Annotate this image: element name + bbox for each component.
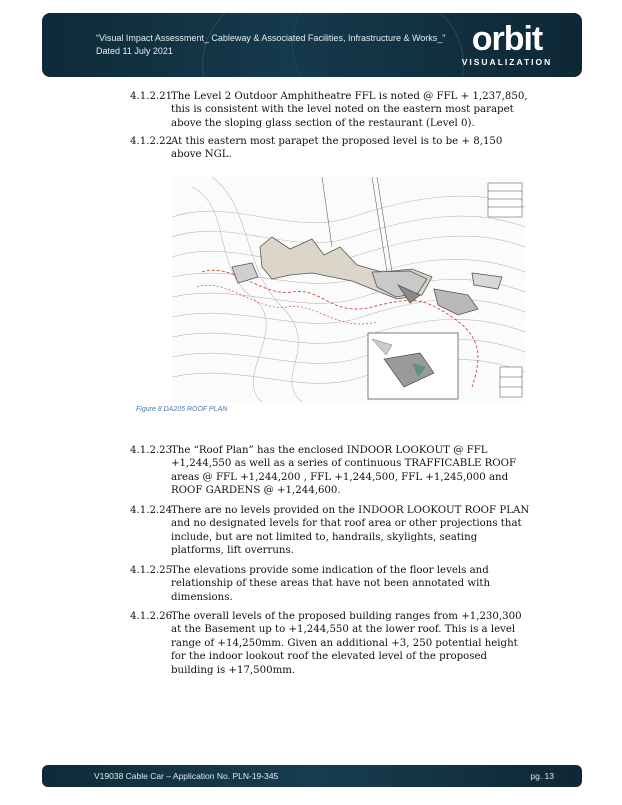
- paragraph: [130, 564, 530, 604]
- logo-subtitle: VISUALIZATION: [461, 57, 553, 67]
- paragraph: [130, 610, 530, 677]
- roof-plan-drawing: [172, 177, 525, 402]
- paragraph-number: 4.1.2.23: [130, 445, 173, 456]
- paragraph-number: 4.1.2.25: [130, 565, 173, 576]
- page-number: pg. 13: [530, 771, 554, 781]
- paragraph-number: 4.1.2.26: [130, 611, 173, 622]
- header-date: Dated 11 July 2021: [96, 46, 173, 56]
- header-banner: [42, 13, 582, 77]
- paragraph-number: 4.1.2.21: [130, 91, 173, 102]
- logo-word: orbit: [471, 20, 543, 58]
- footer-banner: [42, 765, 582, 787]
- paragraph: [130, 135, 530, 162]
- paragraph-number: 4.1.2.22: [130, 136, 173, 147]
- paragraph-text: The overall levels of the proposed building ranges from +1,230,300 at the Basement up to +1,244,550 at the lower roof. This is a level range of +14,250mm. Given an additional +3, 250 potential height for the indoor lookout roof the elevated level of the proposed building is +17,500mm.: [171, 611, 522, 676]
- paragraph-text: The elevations provide some indication of the floor levels and relationship of these areas that have not been annotated with dimensions.: [171, 565, 491, 603]
- orbit-logo: [452, 20, 562, 69]
- paragraph-text: At this eastern most parapet the proposed level is to be + 8,150 above NGL.: [171, 136, 503, 161]
- paragraph-text: The “Roof Plan” has the enclosed INDOOR LOOKOUT @ FFL +1,244,550 as well as a series of continuous TRAFFICABLE ROOF areas @ FFL +1,244,200 , FFL +1,244,500, FFL +1,245,000 and ROOF GARDENS @ +1,244,600.: [171, 445, 517, 497]
- paragraph: [130, 504, 530, 558]
- paragraph: [130, 90, 530, 130]
- roof-plan-figure: [172, 177, 525, 402]
- figure-caption: Figure 8 DA205 ROOF PLAN: [136, 406, 228, 413]
- paragraph-text: There are no levels provided on the INDOOR LOOKOUT ROOF PLAN and no designated levels for that roof area or other projections that include, but are not limited to, handrails, skylights, seating platforms, lift overruns.: [171, 505, 530, 557]
- header-title-line1: “Visual Impact Assessment_ Cableway & Associated Facilities, Infrastructure & Works_”: [96, 33, 446, 43]
- footer-document-ref: V19038 Cable Car – Application No. PLN-19-345: [94, 771, 279, 781]
- paragraph-text: The Level 2 Outdoor Amphitheatre FFL is noted @ FFL + 1,237,850, this is consistent with the level noted on the eastern most parapet above the sloping glass section of the restaurant (Level 0).: [171, 91, 528, 129]
- header-title: [96, 32, 445, 58]
- paragraph: [130, 444, 530, 498]
- paragraph-number: 4.1.2.24: [130, 505, 173, 516]
